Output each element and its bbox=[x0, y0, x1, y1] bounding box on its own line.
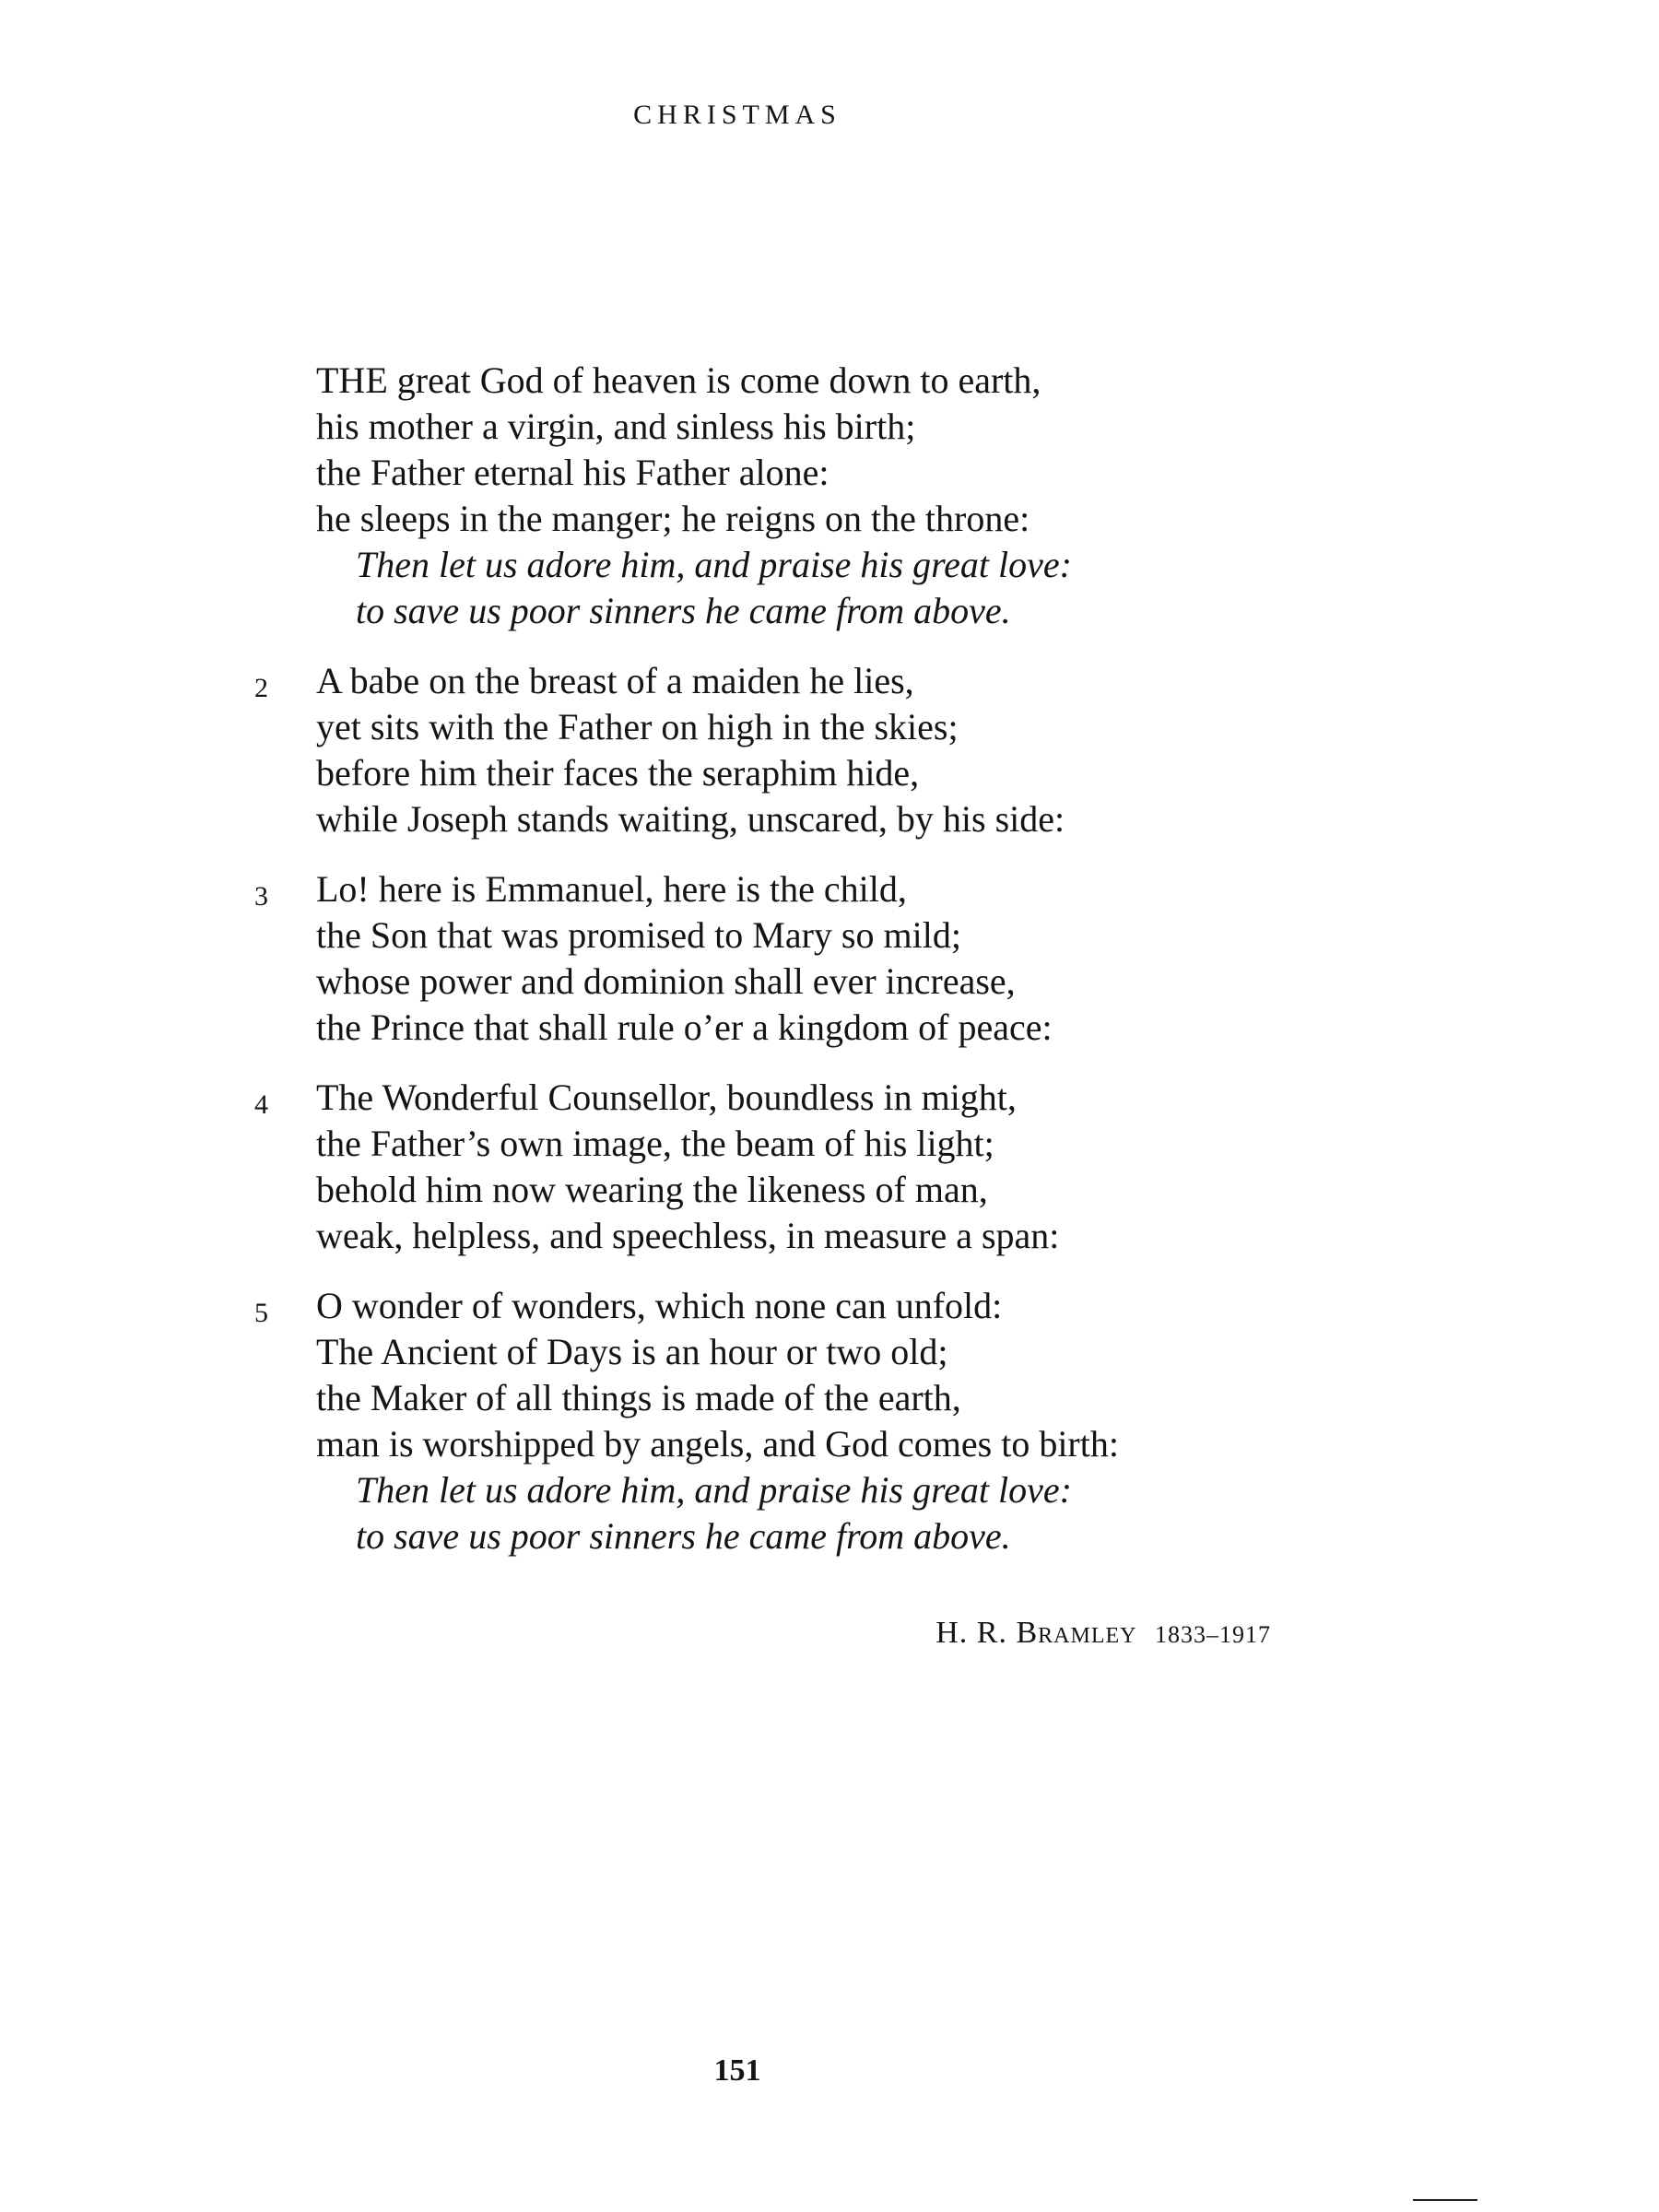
refrain-line: Then let us adore him, and praise his great love: bbox=[356, 544, 1072, 585]
verse-number: 3 bbox=[254, 881, 268, 912]
verse-line: The Ancient of Days is an hour or two old; bbox=[316, 1331, 948, 1372]
author-initials: H. R. bbox=[935, 1616, 1007, 1650]
verse-1 bbox=[0, 358, 1659, 634]
page-number: 151 bbox=[713, 2053, 761, 2088]
verse-line: weak, helpless, and speechless, in measure a span: bbox=[316, 1215, 1060, 1256]
verse-line: man is worshipped by angels, and God comes to birth: bbox=[316, 1423, 1119, 1465]
verse-line: while Joseph stands waiting, unscared, by his side: bbox=[316, 798, 1065, 840]
verse-line: A babe on the breast of a maiden he lies, bbox=[316, 660, 914, 701]
verse-line: the Father’s own image, the beam of his light; bbox=[316, 1123, 994, 1164]
verse-number: 2 bbox=[254, 673, 268, 703]
author-attribution bbox=[935, 1616, 1271, 1651]
author-surname: Bramley bbox=[1016, 1616, 1137, 1650]
refrain-line: Then let us adore him, and praise his great love: bbox=[356, 1469, 1072, 1511]
verse-3 bbox=[0, 866, 1659, 1051]
verse-line: the Father eternal his Father alone: bbox=[316, 452, 830, 493]
verse-line: the Maker of all things is made of the earth, bbox=[316, 1377, 961, 1418]
verse-4 bbox=[0, 1075, 1659, 1259]
verse-line: behold him now wearing the likeness of man, bbox=[316, 1169, 988, 1210]
verse-number: 4 bbox=[254, 1089, 268, 1120]
verse-2 bbox=[0, 658, 1659, 842]
verse-number: 5 bbox=[254, 1298, 268, 1328]
refrain-line: to save us poor sinners he came from above. bbox=[356, 590, 1011, 631]
verse-line: THE great God of heaven is come down to earth, bbox=[316, 359, 1041, 401]
divider bbox=[1413, 2199, 1477, 2201]
verse-line: Lo! here is Emmanuel, here is the child, bbox=[316, 868, 907, 910]
verse-line: his mother a virgin, and sinless his birth; bbox=[316, 406, 916, 447]
verse-line: The Wonderful Counsellor, boundless in might, bbox=[316, 1077, 1017, 1118]
verse-line: the Son that was promised to Mary so mild; bbox=[316, 914, 961, 956]
running-head: CHRISTMAS bbox=[633, 100, 841, 130]
refrain-line: to save us poor sinners he came from above. bbox=[356, 1515, 1011, 1557]
verse-5 bbox=[0, 1283, 1659, 1559]
verse-line: the Prince that shall rule o’er a kingdom of peace: bbox=[316, 1006, 1053, 1048]
hymn-text bbox=[0, 358, 1659, 1583]
verse-line: O wonder of wonders, which none can unfold: bbox=[316, 1285, 1003, 1326]
verse-line: yet sits with the Father on high in the skies; bbox=[316, 706, 959, 747]
verse-line: he sleeps in the manger; he reigns on the throne: bbox=[316, 498, 1030, 539]
verse-line: before him their faces the seraphim hide, bbox=[316, 752, 920, 794]
verse-line: whose power and dominion shall ever increase, bbox=[316, 960, 1016, 1002]
author-dates: 1833–1917 bbox=[1155, 1621, 1271, 1648]
